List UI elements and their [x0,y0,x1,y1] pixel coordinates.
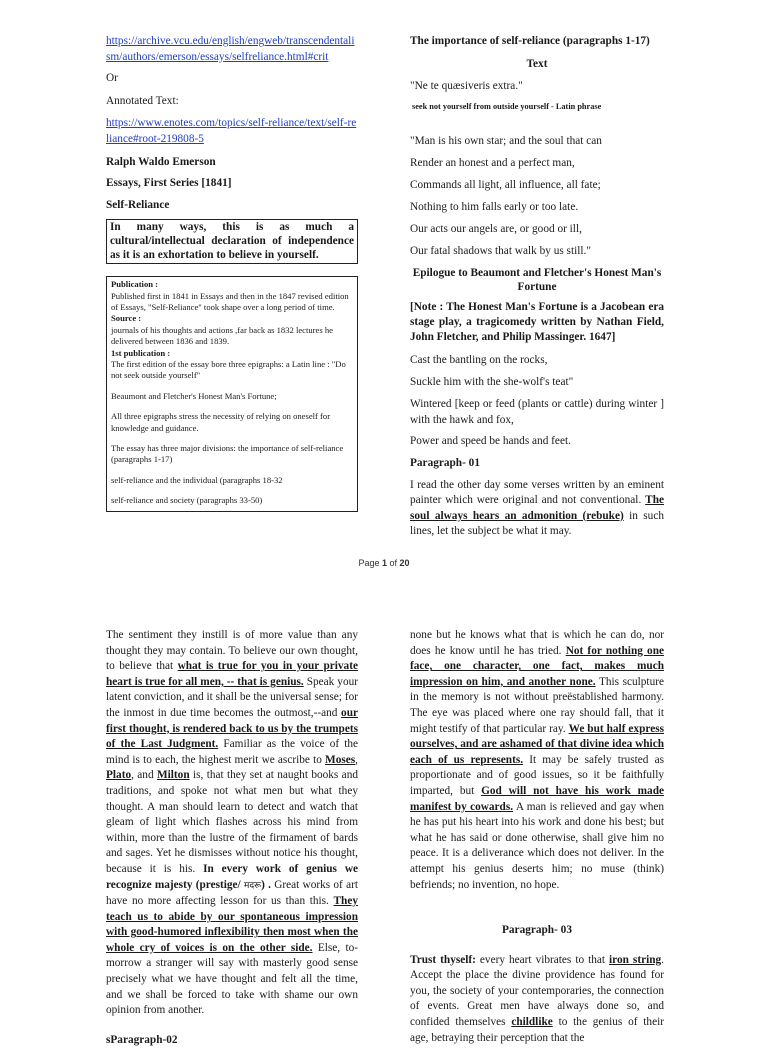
wintered-text: Wintered [410,398,455,411]
text-span: The sentiment they instill is of more value than any thought they may contain. To believe our own thought, to believe that [106,629,358,673]
page1-right-column [410,34,664,540]
emphasis-moses: Moses [325,753,356,766]
emphasis-span: childlike [511,1016,553,1029]
paragraph-body [106,628,358,1019]
paragraph-03-label: Paragraph- 03 [502,924,572,937]
latin-quote: "Ne te quæsiveris extra." [410,80,523,93]
text-span: It may be safely trusted as proportionate and of good issues, so it be faithfully imparted, but [410,753,664,797]
epilogue-heading: Epilogue to Beaumont and Fletcher's Honest Man's Fortune [412,267,662,294]
poem-line: Our acts our angels are, or good or ill, [410,223,582,236]
paragraph-03-body [410,953,664,1047]
para01-text-c: in such lines, let the subject be what it may. [410,509,664,538]
latin-translation: seek not yourself from outside yourself - Latin phrase [412,101,602,111]
division-2-text: self-reliance and the individual (paragraphs 18-32 [111,474,283,485]
page-total: 20 [399,558,410,568]
text-span: to the genius of their age, betraying their perception that the [410,1016,664,1044]
page-footer [0,558,768,568]
para01-text-a: I read the other day some verses written by an eminent painter which were original and not conventional. [410,478,664,507]
essay-title: Self-Reliance [106,198,170,211]
emphasis-span: iron string [609,953,662,966]
enotes-link[interactable]: https://www.enotes.com/topics/self-reliance/text/self-reliance#root-219808-5 [106,117,357,145]
para01-emphasis: The soul always hears an admonition (rebuke) [410,494,664,522]
source-text: journals of his thoughts and actions ,far back as 1832 lectures he delivered between 1836 and 1839. [111,324,333,347]
verse-line: Cast the bantling on the rocks, [410,354,548,367]
verse-2 [410,353,664,391]
hindi-span: मदरू [243,880,262,891]
bold-span: ) . [261,878,271,891]
text-span: Speak your latent conviction, and it shall be the universal sense; for the inmost in due time becomes the outmost,--and [106,675,359,719]
poem [410,134,664,260]
wintered-note: [keep or feed (plants or cattle) during winter ] [454,398,664,411]
info-box [106,276,358,512]
text-span: Else, to-morrow a stranger will say with masterly good sense precisely what we have thought and felt all the time, and we shall be forced to take with shame our own opinion from another. [106,941,358,1017]
paragraph-02-label: sParagraph-02 [106,1033,178,1046]
page2-left-column [106,628,358,1048]
poem-line: Commands all light, all influence, all fate; [410,179,601,192]
text-span: is, that they set at naught books and traditions, and spoke not what men but what they thought. A man should learn to detect and watch that gleam of light which flashes across his mind from within, more than the lustre of the firmament of bards and sages. Yet he dismisses without notice his thought, because it is his. [106,769,358,875]
text-span: every heart vibrates to that [475,953,610,966]
poem-line: "Man is his own star; and the soul that can [410,135,602,148]
section-heading: The importance of self-reliance (paragraphs 1-17) [410,35,650,47]
power-line: Power and speed be hands and feet. [410,435,571,448]
paragraph-01-text [410,478,664,540]
wintered-line [410,397,664,428]
division-3-text: self-reliance and society (paragraphs 33-50) [111,495,263,506]
paragraph-body [410,628,664,893]
first-publication-label: 1st publication : [111,347,171,358]
intro-box: In many ways, this is as much a cultural/intellectual declaration of independence as it is an exhortation to believe in yourself. [106,219,358,264]
first-publication-text: The first edition of the essay bore three epigraphs: a Latin line : "Do not seek outside yourself" [111,358,346,381]
bold-span: In every work of genius we recognize majesty (prestige/ [106,862,358,891]
page-label: Page [358,558,382,568]
emphasis-span: They teach us to abide by our spontaneous impression with good-humored inflexibility then most when the whole cry of voices is on the other side. [106,895,358,954]
text-span: , and [131,769,157,782]
text-span: A man is relieved and gay when he has put his heart into his work and done his best; but what he has said or done otherwise, shall give him no peace. It is a deliverance which does not deliver. In the attempt his genius deserts him; no muse (think) befriends; no invention, no hope. [410,800,665,891]
poem-line: Nothing to him falls early or too late. [410,201,579,214]
page-number: 1 [381,558,387,568]
emphasis-milton: Milton [156,769,190,782]
text-span: Great works of art have no more affecting lesson for us than this. [106,878,358,908]
beaumont-text: Beaumont and Fletcher's Honest Man's Fortune; [111,390,277,401]
text-span: none but he knows what that is which he can do, nor does he know until he has tried. [410,629,664,657]
or-text: Or [106,72,118,85]
note-text: [Note : The Honest Man's Fortune is a Jacobean era stage play, a tragicomedy written by Nathan Field, John Fletcher, and Philip Massinger. 1647] [410,301,664,344]
emphasis-span: Not for nothing one face, one character, one fact, makes much impression on him, and another none. [410,644,664,688]
wintered-text-end: with the hawk and fox, [410,413,514,426]
series-title: Essays, First Series [1841] [106,177,232,190]
emphasis-span: our first thought, is rendered back to us by the trumpets of the Last Judgment. [106,706,358,751]
text-span: , [355,753,358,766]
vcu-archive-link[interactable]: https://archive.vcu.edu/english/engweb/transcendentalism/authors/emerson/essays/selfreliance.html#crit [106,35,355,63]
verse-line: Suckle him with the she-wolf's teat" [410,376,574,389]
epigraphs-text: All three epigraphs stress the necessity of relying on oneself for knowledge and guidance. [111,411,331,433]
poem-line: Our fatal shadows that walk by us still." [410,245,591,258]
publication-text: Published first in 1841 in Essays and then in the 1847 revised edition of Essays, "Self-Reliance" took shape over a long period of time. [111,290,349,312]
emphasis-span: We but half express ourselves, and are ashamed of that divine idea which each of us represents. [410,722,664,766]
paragraph-01-label: Paragraph- 01 [410,457,480,470]
page1-left-column [106,34,358,512]
annotated-text-label: Annotated Text: [106,94,179,107]
emphasis-span: God will not have his work made manifest by cowards. [410,784,664,813]
of-label: of [387,558,400,568]
emphasis-span: what is true for you in your private heart is true for all men, -- that is genius. [106,660,358,688]
poem-line: Render an honest and a perfect man, [410,157,575,170]
divisions-text: The essay has three major divisions: the importance of self-reliance (paragraphs 1-17) [111,443,344,465]
text-span: . Accept the place the divine providence has found for you, the society of your contemporaries, the connection of events. Great men have always done so, and confided themselves [410,953,664,1029]
page2-right-column [410,628,664,1046]
text-label: Text [526,57,548,70]
bold-span: Trust thyself: [410,953,476,966]
emphasis-plato: Plato [106,769,132,782]
author-name: Ralph Waldo Emerson [106,155,216,168]
source-label: Source : [111,313,142,324]
publication-label: Publication : [111,279,159,290]
text-span: This sculpture in the memory is not without preëstablished harmony. The eye was placed where one ray should fall, that it might testify of that particular ray. [410,675,664,735]
text-span: Familiar as the voice of the mind is to each, the highest merit we ascribe to [106,738,358,766]
